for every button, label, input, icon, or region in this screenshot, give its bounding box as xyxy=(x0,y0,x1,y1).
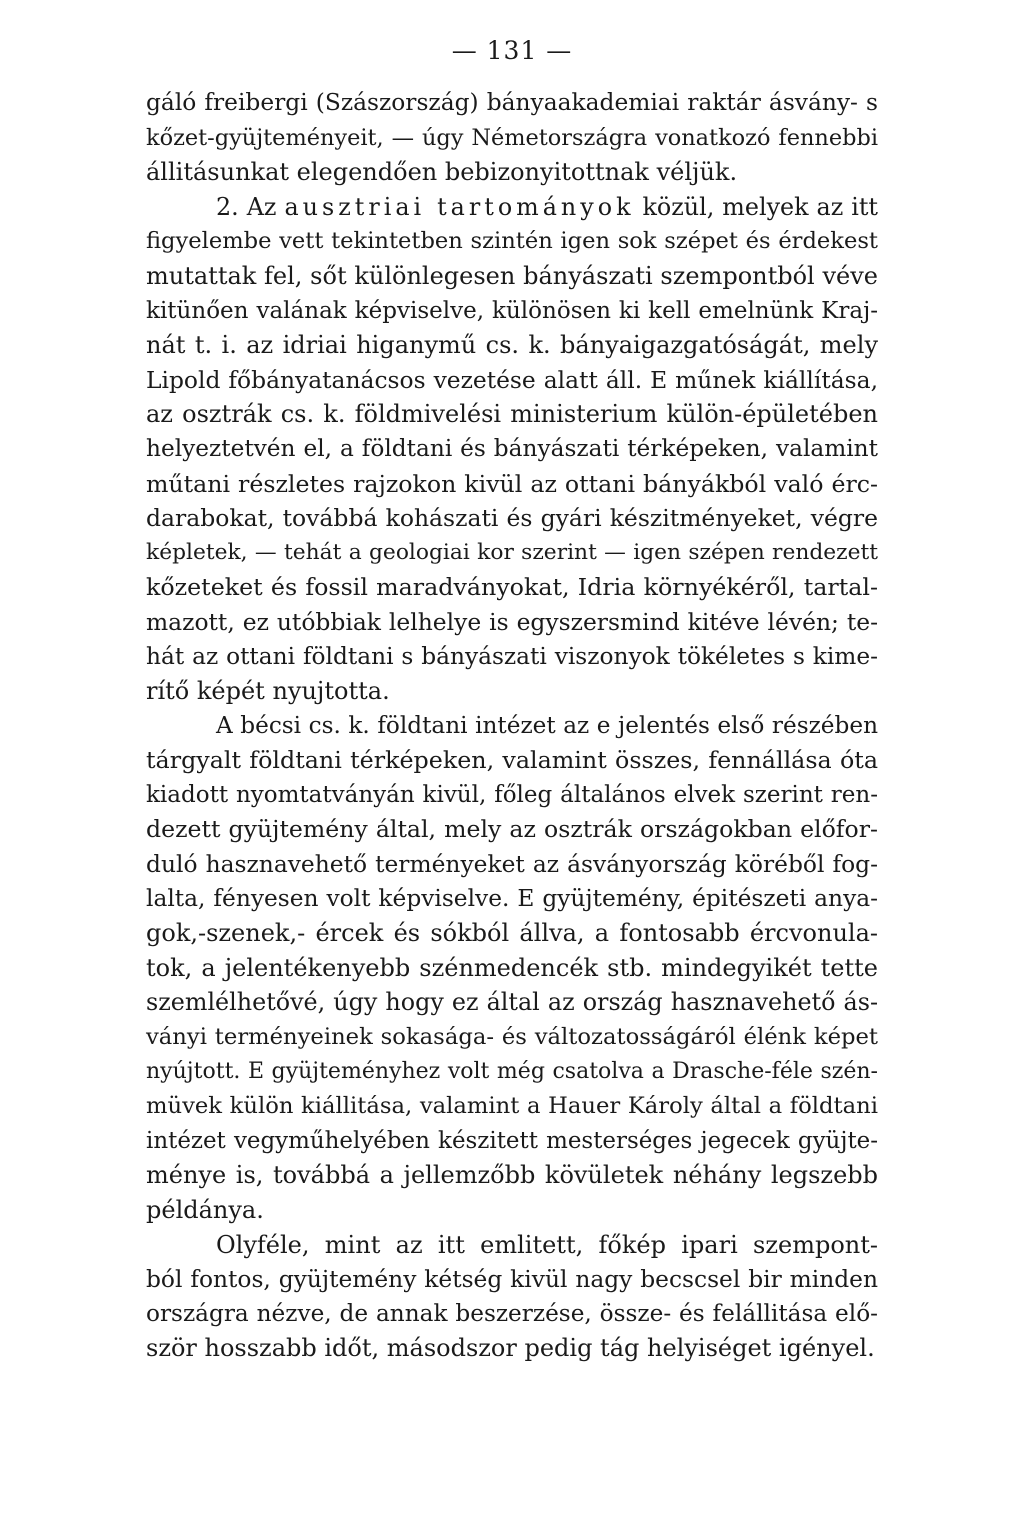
text-line: ványi terményeinek sokasága- és változatosságáról élénk képet xyxy=(146,1024,878,1051)
spaced-emphasis: ausztriai tartományok xyxy=(284,192,635,221)
first-word: Az xyxy=(246,192,277,221)
paragraph-number: 2. xyxy=(216,192,239,221)
text-line: müvek külön kiállitása, valamint a Hauer Károly által a földtani xyxy=(146,1093,878,1120)
text-line: duló hasznavehető terményeket az ásványország köréből fog- xyxy=(146,850,878,879)
text-line: országra nézve, de annak beszerzése, össze- és felállitása elő- xyxy=(146,1299,878,1327)
text-line: nyújtott. E gyüjteményhez volt még csatolva a Drasche-féle szén- xyxy=(146,1058,878,1084)
text-line: darabokat, továbbá kohászati és gyári készitményeket, végre xyxy=(146,504,878,533)
text-line: hát az ottani földtani s bányászati viszonyok tökéletes s kime- xyxy=(146,642,878,670)
text-line: mutattak fel, sőt különlegesen bányászati szempontból véve xyxy=(146,261,878,290)
text-line: kőzeteket és fossil maradványokat, Idria környékéről, tartal- xyxy=(146,573,878,602)
text-line: lalta, fényesen volt képviselve. E gyüjtemény, épitészeti anya- xyxy=(146,884,878,912)
text-line: kiadott nyomtatványán kivül, főleg általános elvek szerint ren- xyxy=(146,781,878,808)
text-line: állitásunkat elegendően bebizonyitottnak véljük. xyxy=(146,158,738,187)
text-line: rítő képét nyujtotta. xyxy=(146,677,390,706)
text-line: gáló freibergi (Szászország) bányaakademiai raktár ásvány- s xyxy=(146,89,878,116)
text-line: ször hosszabb időt, másodszor pedig tág helyiséget igényel. xyxy=(146,1334,875,1363)
text-line: ménye is, továbbá a jellemzőbb kövületek néhány legszebb xyxy=(146,1161,878,1190)
text-line: kőzet-gyüjteményeit, — úgy Németországra vonatkozó fennebbi xyxy=(146,124,878,151)
text-line: tok, a jelentékenyebb szénmedencék stb. mindegyikét tette xyxy=(146,953,878,982)
body-text xyxy=(146,86,878,1366)
paragraph-2-first-line xyxy=(146,190,878,225)
text-line: képletek, — tehát a geologiai kor szerint — igen szépen rendezett xyxy=(146,539,878,565)
text-line: nát t. i. az idriai higanymű cs. k. bányaigazgatóságát, mely xyxy=(146,331,878,360)
first-line-rest: közül, melyek az itt xyxy=(642,192,878,221)
text-line: dezett gyüjtemény által, mely az osztrák országokban előfor- xyxy=(146,815,878,844)
text-line: kitünően valának képviselve, különösen ki kell emelnünk Kraj- xyxy=(146,297,878,324)
text-line: helyeztetvén el, a földtani és bányászati térképeken, valamint xyxy=(146,434,878,462)
text-line: A bécsi cs. k. földtani intézet az e jelentés első részében xyxy=(216,711,878,739)
text-line: példánya. xyxy=(146,1196,264,1224)
text-line: figyelembe vett tekintetben szintén igen sok szépet és érdekest xyxy=(146,228,878,255)
text-line: tárgyalt földtani térképeken, valamint összes, fennállása óta xyxy=(146,746,878,775)
text-line: Lipold főbányatanácsos vezetése alatt áll. E műnek kiállítása, xyxy=(146,365,878,394)
text-line: Olyféle, mint az itt emlitett, főkép ipari szempont- xyxy=(216,1230,878,1259)
text-line: műtani részletes rajzokon kivül az ottani bányákból való érc- xyxy=(146,469,878,498)
page-number: — 131 — xyxy=(451,36,573,65)
text-line: ból fontos, gyüjtemény kétség kivül nagy becscsel bir minden xyxy=(146,1265,878,1294)
text-line: intézet vegyműhelyében készitett mesterséges jegecek gyüjte- xyxy=(146,1127,878,1154)
text-line: gok,-szenek,- ércek és sókból állva, a fontosabb ércvonula- xyxy=(146,919,878,948)
text-line: az osztrák cs. k. földmivelési ministerium külön-épületében xyxy=(146,400,878,429)
text-line: szemlélhetővé, úgy hogy ez által az ország hasznavehető ás- xyxy=(146,988,878,1017)
text-line: mazott, ez utóbbiak lelhelye is egyszersmind kitéve lévén; te- xyxy=(146,607,878,636)
